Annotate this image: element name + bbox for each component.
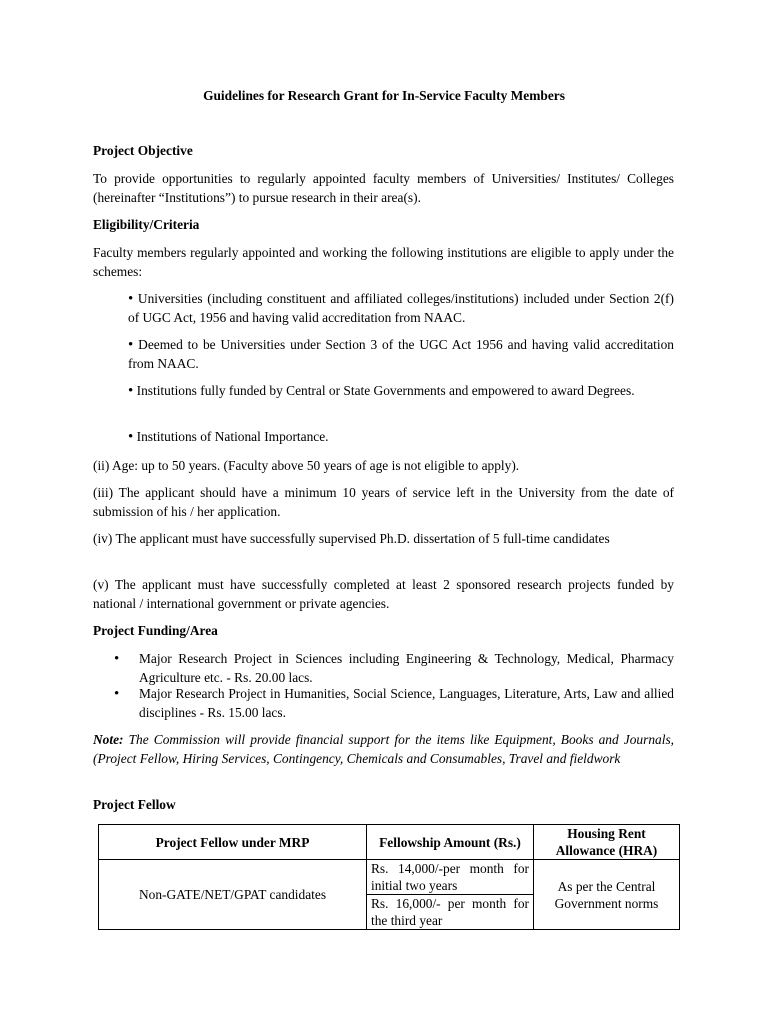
header-cell: Project Fellow under MRP bbox=[99, 825, 367, 860]
hra-cell: As per the Central Government norms bbox=[534, 860, 680, 930]
phd-criteria: (iv) The applicant must have successfully supervised Ph.D. dissertation of 5 full-time candidates bbox=[93, 531, 610, 546]
table-header-row bbox=[99, 825, 680, 860]
eligibility-intro: Faculty members regularly appointed and working the following institutions are eligible to apply under the schemes: bbox=[93, 245, 674, 279]
header-cell: Fellowship Amount (Rs.) bbox=[367, 825, 534, 860]
funding-item: Major Research Project in Humanities, Social Science, Languages, Literature, Arts, Law and allied disciplines - Rs. 15.00 lacs. bbox=[139, 686, 674, 720]
bullet-text: Universities (including constituent and affiliated colleges/institutions) included under Section 2(f) of UGC Act, 1956 and having valid accreditation from NAAC. bbox=[128, 291, 674, 325]
age-criteria: (ii) Age: up to 50 years. (Faculty above 50 years of age is not eligible to apply). bbox=[93, 458, 520, 473]
fellow-heading: Project Fellow bbox=[93, 797, 176, 812]
note-text: The Commission will provide financial support for the items like Equipment, Books and Journals, (Project Fellow, Hiring Services, Contingency, Chemicals and Consumables, Travel and fieldwork bbox=[93, 732, 674, 766]
amount-cell: Rs. 16,000/- per month for the third year bbox=[367, 895, 534, 930]
bullet-text: Deemed to be Universities under Section 3 of the UGC Act 1956 and having valid accreditation from NAAC. bbox=[128, 337, 674, 371]
bullet-dot: • bbox=[128, 337, 134, 353]
funding-bullet-dot: • bbox=[114, 651, 120, 667]
bullet-text: Institutions of National Importance. bbox=[136, 429, 329, 444]
funding-item: Major Research Project in Sciences including Engineering & Technology, Medical, Pharmacy Agriculture etc. - Rs. 20.00 lacs. bbox=[139, 651, 674, 685]
table-row bbox=[99, 860, 680, 895]
eligibility-bullet bbox=[128, 336, 674, 373]
note-paragraph bbox=[93, 731, 674, 768]
eligibility-heading: Eligibility/Criteria bbox=[93, 217, 200, 232]
service-criteria: (iii) The applicant should have a minimum 10 years of service left in the University from the date of submission of his / her application. bbox=[93, 485, 674, 519]
amount-cell: Rs. 14,000/-per month for initial two years bbox=[367, 860, 534, 895]
bullet-dot: • bbox=[128, 429, 134, 445]
header-cell: Housing Rent Allowance (HRA) bbox=[534, 825, 680, 860]
bullet-dot: • bbox=[128, 383, 134, 399]
funding-bullet-dot: • bbox=[114, 686, 120, 702]
bullet-dot: • bbox=[128, 291, 134, 307]
eligibility-bullet bbox=[128, 290, 674, 327]
funding-heading: Project Funding/Area bbox=[93, 623, 218, 638]
bullet-text: Institutions fully funded by Central or State Governments and empowered to award Degrees. bbox=[136, 383, 635, 398]
objective-heading: Project Objective bbox=[93, 143, 193, 158]
objective-text: To provide opportunities to regularly appointed faculty members of Universities/ Institutes/ Colleges (hereinafter “Institutions”) to pursue research in their area(s). bbox=[93, 171, 674, 205]
projects-criteria: (v) The applicant must have successfully completed at least 2 sponsored research projects funded by national / international government or private agencies. bbox=[93, 577, 674, 611]
eligibility-bullet bbox=[128, 428, 674, 447]
eligibility-bullet bbox=[128, 382, 674, 401]
fellow-category-cell: Non-GATE/NET/GPAT candidates bbox=[99, 860, 367, 930]
fellowship-table bbox=[98, 824, 680, 930]
note-label: Note: bbox=[93, 732, 124, 747]
document-title: Guidelines for Research Grant for In-Service Faculty Members bbox=[203, 88, 565, 103]
